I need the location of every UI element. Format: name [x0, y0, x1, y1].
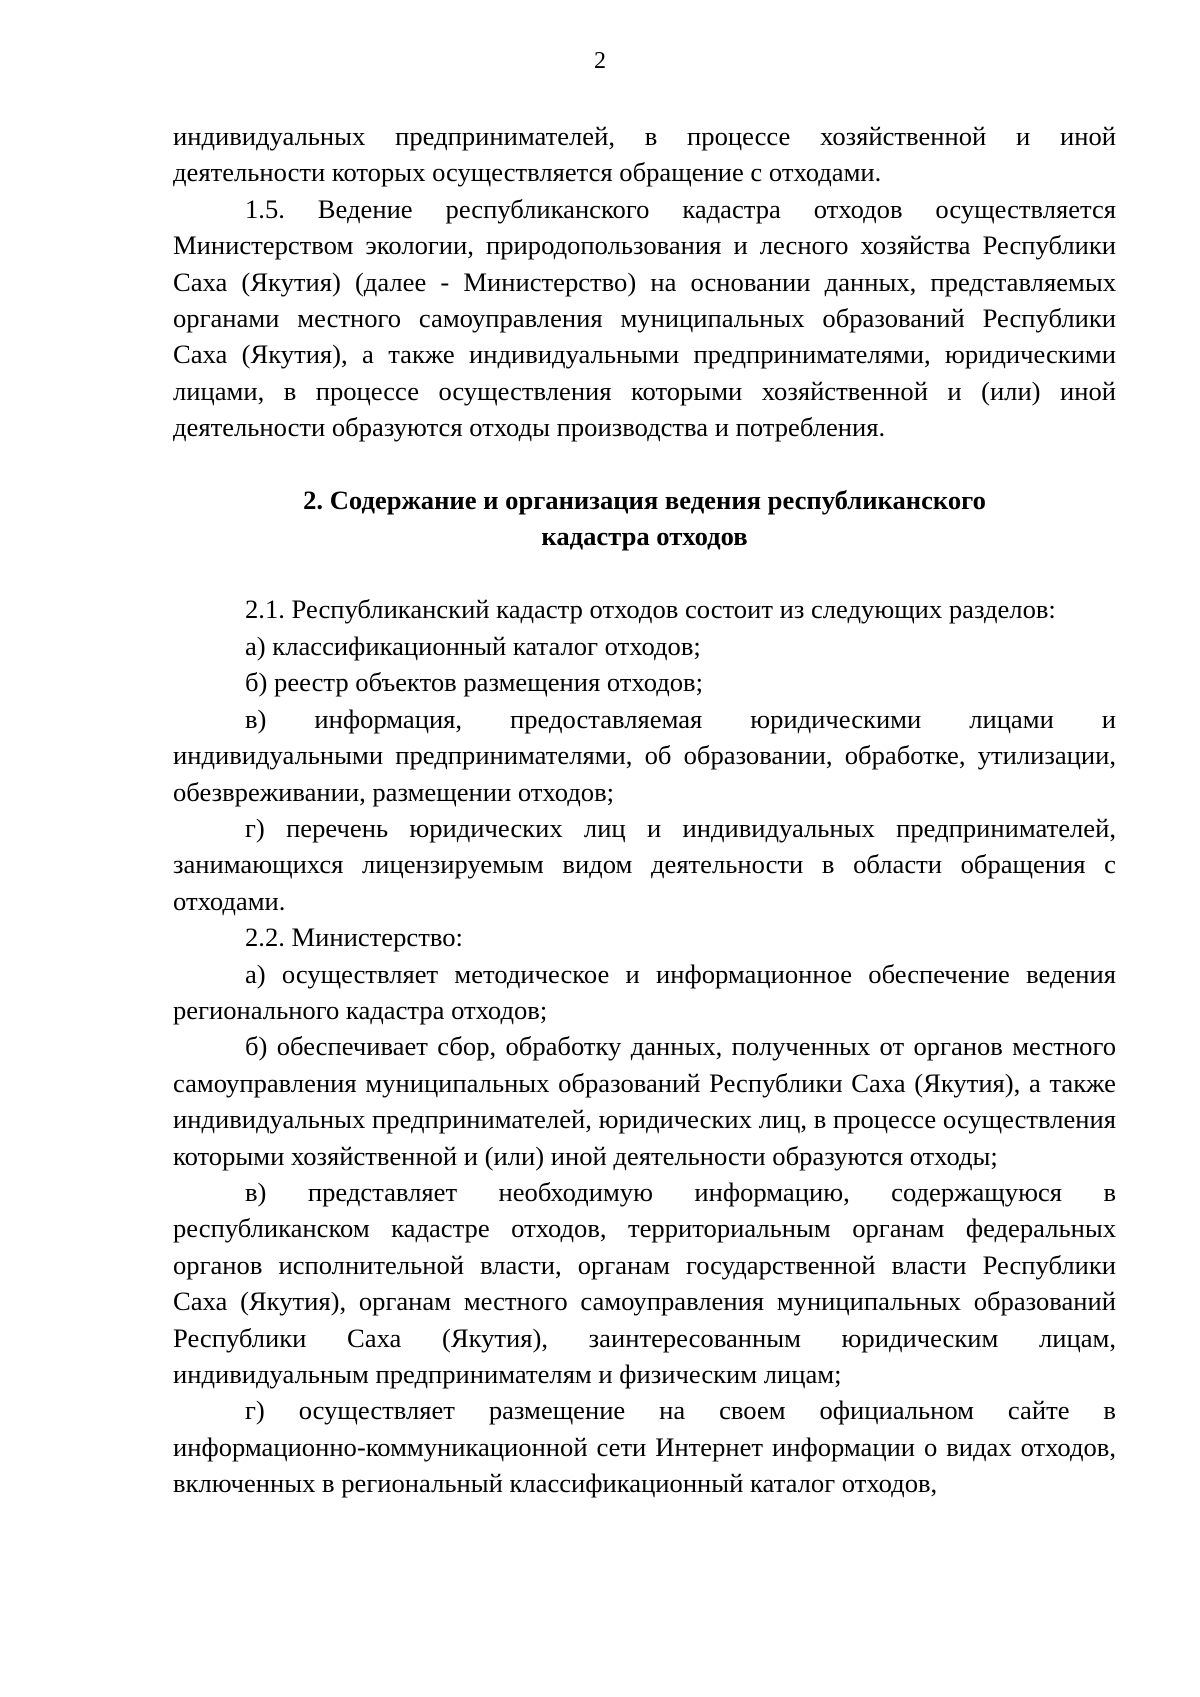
- list-item-2-1-a: а) классификационный каталог отходов;: [245, 630, 701, 661]
- spacer: [173, 446, 1116, 482]
- document-body: [173, 118, 1116, 1502]
- page-number: 2: [594, 48, 606, 74]
- list-item-2-2-b: б) обеспечивает сбор, обработку данных, полученных от органов местного самоуправления муниципальных образований Республики Саха (Якутия), а также индивидуальных предпринимателей, юридических лиц, в процессе осуществления которыми хозяйственной и (или) иной деятельности образуются отходы;: [173, 1031, 1116, 1171]
- spacer: [173, 554, 1116, 591]
- paragraph-2-1: 2.1. Республиканский кадастр отходов состоит из следующих разделов:: [245, 594, 1056, 625]
- list-item-2-2-a: а) осуществляет методическое и информационное обеспечение ведения регионального кадастра отходов;: [173, 958, 1116, 1025]
- list-item-2-2-v: в) представляет необходимую информацию, содержащуюся в республиканском кадастре отходов, территориальным органам федеральных органов исполнительной власти, органам государственной власти Республики Саха (Якутия), органам местного самоуправления муниципальных образований Республики Саха (Якутия), заинтересованным юридическим лицам, индивидуальным предпринимателям и физическим лицам;: [173, 1176, 1116, 1389]
- paragraph-continuation: индивидуальных предпринимателей, в процессе хозяйственной и иной деятельности которых осуществляется обращение с отходами.: [173, 121, 1116, 188]
- list-item-2-1-v: в) информация, предоставляемая юридическими лицами и индивидуальными предпринимателями, об образовании, обработке, утилизации, обезвреживании, размещении отходов;: [173, 703, 1116, 807]
- list-item-2-1-b: б) реестр объектов размещения отходов;: [245, 667, 704, 698]
- section-heading-line-2: кадастра отходов: [541, 521, 748, 552]
- paragraph-1-5: 1.5. Ведение республиканского кадастра отходов осуществляется Министерством экологии, природопользования и лесного хозяйства Республики Саха (Якутия) (далее - Министерство) на основании данных, представляемых органами местного самоуправления муниципальных образований Республики Саха (Якутия), а также индивидуальными предпринимателями, юридическими лицами, в процессе осуществления которыми хозяйственной и (или) иной деятельности образуются отходы производства и потребления.: [173, 193, 1116, 443]
- list-item-2-2-g: г) осуществляет размещение на своем официальном сайте в информационно-коммуникационной сети Интернет информации о видах отходов, включенных в региональный классификационный каталог отходов,: [173, 1395, 1116, 1499]
- paragraph-2-2: 2.2. Министерство:: [245, 922, 463, 953]
- list-item-2-1-g: г) перечень юридических лиц и индивидуальных предпринимателей, занимающихся лицензируемым видом деятельности в области обращения с отходами.: [173, 812, 1116, 916]
- section-heading-line-1: 2. Содержание и организация ведения республиканского: [303, 484, 986, 515]
